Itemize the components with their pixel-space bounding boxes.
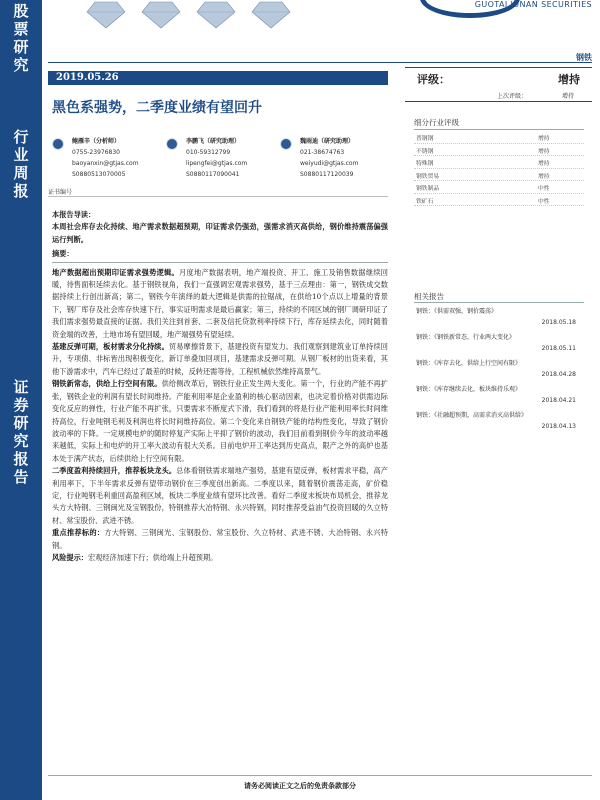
sidebar-char: 研: [13, 414, 29, 432]
paragraph-lead: 基建反弹可期，板材需求分化持续。: [52, 342, 169, 352]
paragraph: [52, 267, 388, 341]
sub-rating-divider: [414, 129, 584, 130]
paragraph: [52, 552, 388, 564]
sidebar-char: 告: [13, 468, 29, 486]
sub-industry: 钢铁制品: [416, 186, 440, 192]
table-row: [414, 181, 584, 194]
report-date: 2018.05.11: [541, 345, 576, 352]
sub-industry: 不锈钢: [416, 148, 434, 155]
rating-top-rule: [405, 67, 592, 68]
analysts-divider: [48, 196, 388, 197]
list-item[interactable]: [414, 383, 584, 409]
analyst-email: baoyanxin@gtjas.com: [72, 160, 139, 167]
list-item[interactable]: [414, 409, 584, 435]
table-row: [414, 169, 584, 182]
analyst-name: 魏雨迪（研究助理）: [300, 138, 355, 145]
report-link[interactable]: 钢铁：《库存继续去化，板块维持乐观》: [416, 386, 522, 393]
analyst-3: [300, 136, 358, 180]
analyst-name: 李鹏飞（研究助理）: [186, 138, 241, 145]
analyst-2: [186, 136, 247, 180]
report-date: 2018.04.13: [541, 423, 576, 430]
guide-text: 本周社会库存去化持续、地产需求数据超预期，印证需求仍强劲，强需求消灭高供给，钢价维持震荡偏强运行判断。: [52, 222, 388, 244]
sub-rating-table: [414, 131, 584, 206]
paragraph-lead: 重点推荐标的：: [52, 528, 105, 538]
table-row: [414, 131, 584, 144]
sidebar: [0, 0, 42, 800]
sub-rating: 增持: [538, 148, 550, 155]
sidebar-char: 周: [13, 164, 29, 182]
paragraph-text: 供给侧改革后，钢铁行业正发生两大变化。第一个，行业的产能不再扩张，钢铁企业的利润有望长时间维持。产能利用率是企业盈利的核心驱动因素，也决定着价格对供需边际变化反应的弹性，行业产能不再扩张，只要需求不断度式下滑，我们看到的将是行业产能利用率长时间维持高位，行业吨钢毛利及利润也将长时间维持高位。第二个变化来自钢铁产能的结构性变化，导致了钢价波动率的下降。一定规模电炉的随时停复产实际上平抑了钢价的波动，我们目前看到钢价今年的波动率越来越低，实际上和电炉的开工率大波动有很大关系。目前电炉开工率达到历史高点，限产之外的高炉也基本处于满产状态，后续供给上行空间有限。: [52, 379, 388, 463]
sidebar-top-text: [0, 2, 42, 74]
sidebar-char: 行: [13, 128, 29, 146]
report-date: 2018.04.28: [541, 371, 576, 378]
paragraph: [52, 527, 388, 552]
sidebar-char: 股: [13, 2, 29, 20]
brand-english-name: GUOTAI JUNAN SECURITIES: [474, 0, 592, 9]
paragraph-text: 贸易摩擦背景下，基建投资有望发力。我们观察到建筑业订单持续回升，专项债、非标皆出现积极变化，新订单叠加回项目，基建需求反弹可期。从钢厂板材的出货来看，其他下游需求中，汽车已经过了最差的时候，反转还需等待，工程机械依然维持高景气。: [52, 342, 388, 376]
report-date: 2018.05.18: [541, 319, 576, 326]
sidebar-char: 业: [13, 146, 29, 164]
sidebar-char: 究: [13, 432, 29, 450]
paragraph: [52, 465, 388, 527]
sidebar-char: 报: [13, 182, 29, 200]
analyst-cert: S0880513070005: [72, 171, 126, 178]
rating-bottom-rule: [405, 101, 592, 102]
header-divider: [48, 62, 592, 63]
abstract-heading: 摘要：: [52, 249, 74, 259]
paragraph-text: 月度地产数据表明，地产端投资、开工、施工及销售数据继续回暖，待售面积延续去化。基于钢铁视角，我们一直强调宏观需求强势，基于三点理由：第一，钢铁成交数据持续上行创出新高；第二，钢铁今年演绎的最大逻辑是供需的拉锯战，在供给10个点以上增量的背景下，钢厂库存及社会库存快速下行，事实证明需求是最后赢家；第三，持续的不同区域的钢厂调研印证了我们需求强势最直接的证据。我们关注到首套、二套及信托贷款利率持续下行，库存延续去化，同时随着资金端的改善，土地市场有望回暖，地产端强势有望延续。: [52, 267, 388, 339]
sidebar-char: 证: [13, 378, 29, 396]
paragraph: [52, 341, 388, 378]
report-link[interactable]: 钢铁：《供需双强，钢价震荡》: [416, 308, 498, 315]
paragraph: [52, 378, 388, 465]
analyst-phone: 010-59312799: [186, 149, 231, 156]
paragraph-text: 总体看钢铁需求端地产强势，基建有望反弹，板材需求平稳，高产利用率下，下半年需求反弹有望带动钢价在三季度创出新高。二季度以来，随着钢价震荡走高，矿价稳定，行业吨钢毛利重回高盈利区域，板块二季度业绩有望环比改善。看好二季度末板块布局机会，推荐龙头方大特钢、三钢闽光及宝钢股份，特钢推荐大冶特钢、永兴特钢，同时推荐受益油气投资回暖的久立特材、常宝股份、武进不锈。: [52, 466, 388, 525]
paragraph-lead: 地产数据超出预期印证需求强势逻辑。: [52, 267, 180, 277]
sub-rating: 中性: [538, 198, 550, 205]
sub-industry: 普钢钢: [416, 136, 434, 142]
rating-value: 增持: [558, 73, 580, 86]
footer-disclaimer: 请务必阅读正文之后的免责条款部分: [244, 781, 356, 790]
paragraph-lead: 钢铁新常态，供给上行空间有限。: [52, 379, 162, 389]
analyst-cert: S0880117120039: [300, 171, 354, 178]
analyst-phone: 021-38674763: [300, 149, 345, 156]
avatar: [280, 138, 292, 150]
guide-heading: 本报告导读：: [52, 210, 96, 219]
sub-rating-heading: 细分行业评级: [414, 118, 459, 127]
avatar: [52, 138, 64, 150]
report-date: 2018.04.21: [541, 397, 576, 404]
report-link[interactable]: 钢铁：《社融超预期，高需求消灭高供给》: [416, 412, 528, 419]
table-row: [414, 156, 584, 169]
sidebar-char: 报: [13, 450, 29, 468]
sub-industry: 钢铁贸易: [416, 173, 440, 180]
paragraph-text: 方大特钢、三钢闽光、宝钢股份、常宝股份、久立特材、武进不锈、大冶特钢、永兴特钢。: [52, 528, 388, 550]
report-title: 黑色系强势，二季度业绩有望回升: [52, 100, 262, 116]
avatar: [166, 138, 178, 150]
list-item[interactable]: [414, 305, 584, 331]
related-reports-heading: 相关报告: [414, 292, 444, 301]
report-link[interactable]: 钢铁：《钢铁新常态，行业两大变化》: [416, 334, 516, 341]
sidebar-char: 票: [13, 20, 29, 38]
sub-industry: 特殊钢: [416, 161, 434, 167]
paragraph-lead: 风险提示：: [52, 552, 88, 562]
analyst-1: [72, 136, 139, 180]
sidebar-char: 券: [13, 396, 29, 414]
related-reports-list: [414, 305, 584, 435]
table-row: [414, 194, 584, 207]
previous-rating-value: 增持: [561, 93, 574, 100]
sub-rating: 增持: [538, 161, 550, 167]
brand-logo: [55, 0, 485, 32]
sidebar-middle-text: [0, 128, 42, 200]
analyst-name: 鲍雁辛（分析师）: [72, 138, 121, 145]
abstract-divider: [52, 262, 388, 263]
footer-divider: [48, 775, 592, 776]
sub-industry: 铁矿石: [416, 198, 434, 205]
related-reports-divider: [414, 302, 584, 303]
sidebar-char: 研: [13, 38, 29, 56]
analyst-email: weiyudi@gtjas.com: [300, 160, 359, 167]
report-date: 2019.05.26: [48, 71, 388, 85]
rating-label: 评级：: [417, 73, 450, 86]
analyst-cert: S0880117090041: [186, 171, 240, 178]
crystal-logo-icon: [55, 0, 485, 32]
paragraph-text: 宏观经济加速下行；供给端上升超预期。: [87, 552, 218, 562]
list-item[interactable]: [414, 357, 584, 383]
sub-rating: 增持: [538, 136, 550, 142]
list-item[interactable]: [414, 331, 584, 357]
report-link[interactable]: 钢铁：《库存去化，供给上行空间有限》: [416, 360, 522, 367]
paragraph-lead: 二季度盈利持续回升，推荐板块龙头。: [52, 466, 177, 476]
report-body: [52, 209, 388, 564]
industry-tag: 钢铁: [576, 52, 592, 62]
table-row: [414, 144, 584, 157]
sidebar-bottom-text: [0, 378, 42, 486]
cert-label: 证书编号: [48, 189, 73, 196]
previous-rating-label: 上次评级：: [496, 93, 527, 100]
sub-rating: 中性: [538, 186, 550, 192]
analyst-email: lipengfei@gtjas.com: [186, 160, 248, 167]
sidebar-char: 究: [13, 56, 29, 74]
analyst-phone: 0755-23976830: [72, 149, 120, 156]
sub-rating: 增持: [538, 173, 550, 180]
